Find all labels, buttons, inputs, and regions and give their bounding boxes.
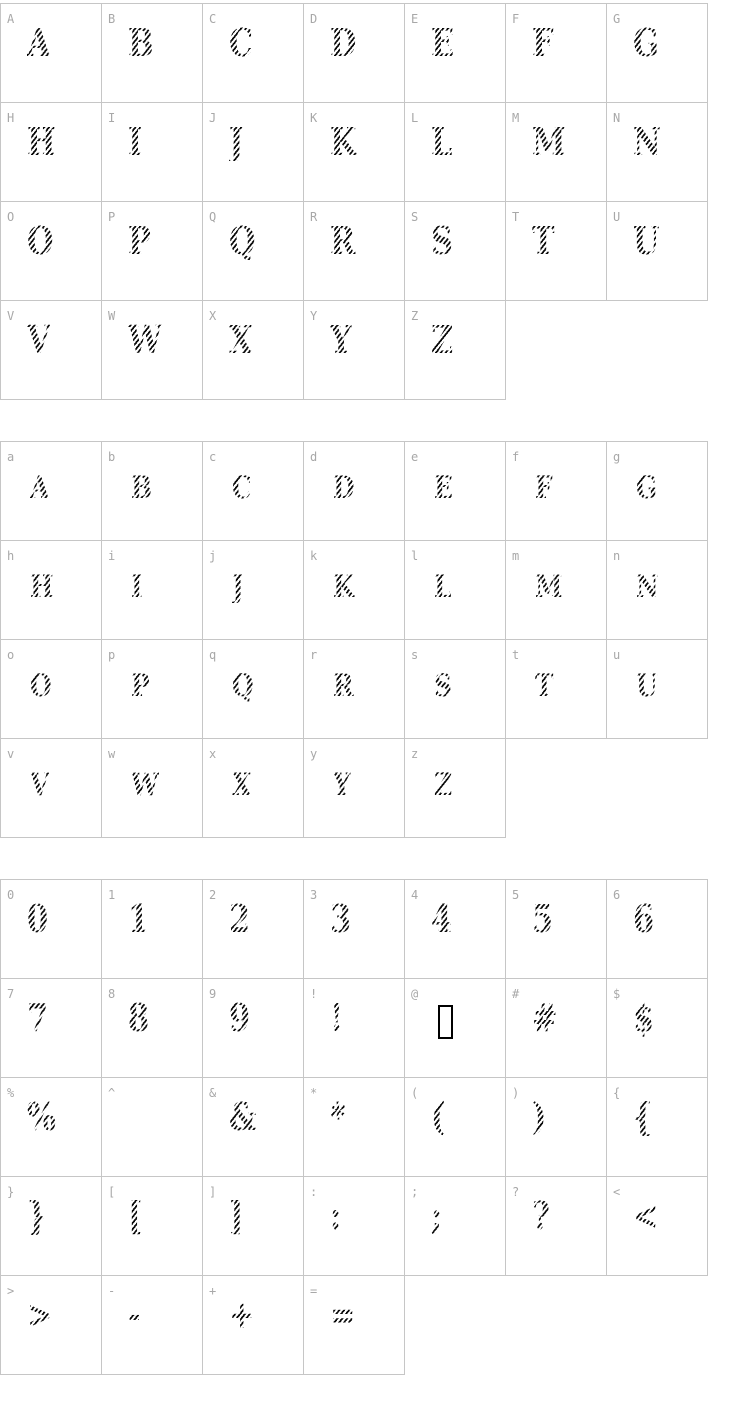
striped-glyph: I [131, 569, 143, 605]
char-cell [203, 541, 304, 640]
char-cell [405, 202, 506, 301]
cell-label: ) [512, 1086, 520, 1100]
char-cell [1, 103, 102, 202]
char-cell [304, 979, 405, 1078]
striped-glyph: 4 [431, 896, 453, 941]
striped-glyph: B [128, 20, 154, 65]
char-cell [102, 1177, 203, 1276]
striped-glyph: > [27, 1292, 53, 1337]
cell-label: K [310, 111, 318, 125]
char-cell [304, 640, 405, 739]
striped-glyph: F [535, 470, 553, 506]
cell-label: 8 [108, 987, 116, 1001]
char-cell [304, 1177, 405, 1276]
cell-label: Q [209, 210, 217, 224]
char-cell [1, 880, 102, 979]
char-cell [304, 202, 405, 301]
striped-glyph: N [636, 569, 659, 605]
cell-label: A [7, 12, 15, 26]
cell-label: > [7, 1284, 15, 1298]
striped-glyph: H [30, 569, 54, 605]
striped-glyph: [ [128, 1193, 143, 1238]
cell-label: t [512, 648, 520, 662]
cell-label: M [512, 111, 520, 125]
striped-glyph: E [434, 470, 453, 506]
cell-label: B [108, 12, 116, 26]
striped-glyph: Z [431, 317, 454, 362]
cell-label: c [209, 450, 217, 464]
striped-glyph: E [431, 20, 455, 65]
striped-glyph: Y [333, 767, 351, 803]
striped-glyph: G [636, 470, 658, 506]
striped-glyph: D [333, 470, 355, 506]
cell-label: 9 [209, 987, 217, 1001]
cell-label: F [512, 12, 520, 26]
striped-glyph: Z [434, 767, 453, 803]
cell-label: Z [411, 309, 419, 323]
striped-glyph: T [535, 668, 554, 704]
striped-glyph: C [232, 470, 252, 506]
uppercase-letters-grid [0, 3, 708, 400]
char-cell [1, 1078, 102, 1177]
cell-label: [ [108, 1185, 116, 1199]
cell-label: Y [310, 309, 318, 323]
grid-row [1, 880, 708, 979]
striped-glyph: % [27, 1094, 56, 1139]
grid-row [1, 103, 708, 202]
char-cell [102, 541, 203, 640]
cell-label: 0 [7, 888, 15, 902]
cell-label: w [108, 747, 116, 761]
char-cell [405, 442, 506, 541]
striped-glyph: I [128, 119, 143, 164]
char-cell [506, 4, 607, 103]
cell-label: D [310, 12, 318, 26]
char-cell [1, 640, 102, 739]
cell-label: } [7, 1185, 15, 1199]
grid-row [1, 301, 708, 400]
cell-label: < [613, 1185, 621, 1199]
char-cell [1, 301, 102, 400]
char-cell [203, 739, 304, 838]
striped-glyph: Q [229, 218, 256, 263]
cell-label: H [7, 111, 15, 125]
char-cell [607, 979, 708, 1078]
char-cell [506, 640, 607, 739]
cell-label: x [209, 747, 217, 761]
striped-glyph: S [431, 218, 453, 263]
striped-glyph: P [128, 218, 151, 263]
char-cell [102, 1276, 203, 1375]
char-cell [405, 880, 506, 979]
cell-label: i [108, 549, 116, 563]
striped-glyph: 3 [330, 896, 352, 941]
char-cell [506, 103, 607, 202]
char-cell [304, 1078, 405, 1177]
char-cell [1, 442, 102, 541]
char-cell [102, 4, 203, 103]
cell-label: v [7, 747, 15, 761]
cell-label: # [512, 987, 520, 1001]
cell-label: + [209, 1284, 217, 1298]
char-cell [405, 979, 506, 1078]
cell-label: T [512, 210, 520, 224]
cell-label: e [411, 450, 419, 464]
cell-label: = [310, 1284, 318, 1298]
striped-glyph: G [633, 20, 659, 65]
cell-label: E [411, 12, 419, 26]
striped-glyph: Q [232, 668, 254, 704]
char-cell [102, 1078, 203, 1177]
cell-label: R [310, 210, 318, 224]
cell-label: j [209, 549, 217, 563]
char-cell [405, 103, 506, 202]
char-cell [203, 442, 304, 541]
cell-label: l [411, 549, 419, 563]
striped-glyph: Y [330, 317, 352, 362]
char-cell [506, 541, 607, 640]
grid-row [1, 1078, 708, 1177]
cell-label: 7 [7, 987, 15, 1001]
striped-glyph: B [131, 470, 152, 506]
striped-glyph: 1 [128, 896, 150, 941]
char-cell [405, 4, 506, 103]
char-cell [506, 979, 607, 1078]
lowercase-letters-grid [0, 441, 708, 838]
striped-glyph: U [636, 668, 658, 704]
cell-label: P [108, 210, 116, 224]
cell-label: p [108, 648, 116, 662]
striped-glyph: M [532, 119, 566, 164]
char-cell [304, 4, 405, 103]
char-cell [102, 979, 203, 1078]
char-cell [607, 1078, 708, 1177]
char-cell [304, 541, 405, 640]
cell-label: G [613, 12, 621, 26]
char-cell [102, 880, 203, 979]
striped-glyph: L [434, 569, 452, 605]
char-cell [203, 640, 304, 739]
char-cell [1, 1276, 102, 1375]
striped-glyph: W [128, 317, 163, 362]
char-cell [102, 103, 203, 202]
char-cell [304, 103, 405, 202]
cell-label: L [411, 111, 419, 125]
cell-label: ] [209, 1185, 217, 1199]
char-cell [203, 103, 304, 202]
grid-row [1, 739, 708, 838]
char-cell [405, 1078, 506, 1177]
char-cell [203, 301, 304, 400]
cell-label: r [310, 648, 318, 662]
char-cell [405, 1177, 506, 1276]
cell-label: z [411, 747, 419, 761]
striped-glyph: + [229, 1292, 255, 1337]
striped-glyph: D [330, 20, 357, 65]
char-cell [1, 979, 102, 1078]
char-cell [1, 1177, 102, 1276]
char-cell [1, 4, 102, 103]
cell-label: $ [613, 987, 621, 1001]
striped-glyph: # [532, 995, 558, 1040]
cell-label: k [310, 549, 318, 563]
grid-row [1, 202, 708, 301]
char-cell [1, 541, 102, 640]
grid-row [1, 1177, 708, 1276]
char-cell [203, 4, 304, 103]
cell-label: : [310, 1185, 318, 1199]
char-cell [506, 880, 607, 979]
striped-glyph: X [232, 767, 252, 803]
striped-glyph: : [330, 1193, 342, 1238]
char-cell [607, 541, 708, 640]
striped-glyph: T [532, 218, 555, 263]
char-cell [405, 301, 506, 400]
striped-glyph: - [128, 1292, 141, 1337]
cell-label: N [613, 111, 621, 125]
striped-glyph: 6 [633, 896, 655, 941]
striped-glyph: A [27, 20, 51, 65]
char-cell [1, 202, 102, 301]
cell-label: 5 [512, 888, 520, 902]
char-cell [203, 1177, 304, 1276]
grid-row [1, 4, 708, 103]
char-cell [102, 301, 203, 400]
cell-label: & [209, 1086, 217, 1100]
cell-label: y [310, 747, 318, 761]
char-cell [102, 640, 203, 739]
striped-glyph: F [532, 20, 554, 65]
char-cell [607, 202, 708, 301]
char-cell [102, 442, 203, 541]
striped-glyph: ! [330, 995, 344, 1040]
char-cell [607, 640, 708, 739]
cell-label: 2 [209, 888, 217, 902]
striped-glyph: N [633, 119, 661, 164]
cell-label: * [310, 1086, 318, 1100]
char-cell [607, 103, 708, 202]
notdef-box-glyph [438, 1005, 453, 1039]
cell-label: U [613, 210, 621, 224]
striped-glyph: < [633, 1193, 659, 1238]
striped-glyph: 0 [27, 896, 49, 941]
striped-glyph: 7 [27, 995, 49, 1040]
char-cell [405, 640, 506, 739]
cell-label: s [411, 648, 419, 662]
cell-label: X [209, 309, 217, 323]
char-cell [304, 442, 405, 541]
striped-glyph: 2 [229, 896, 251, 941]
char-cell [607, 880, 708, 979]
striped-glyph: A [30, 470, 50, 506]
char-cell [304, 1276, 405, 1375]
cell-label: I [108, 111, 116, 125]
striped-glyph: M [535, 569, 563, 605]
digits-and-symbols-grid [0, 879, 708, 1375]
char-cell [506, 442, 607, 541]
char-cell [203, 1276, 304, 1375]
grid-row [1, 979, 708, 1078]
cell-label: J [209, 111, 217, 125]
char-cell [304, 880, 405, 979]
striped-glyph: L [431, 119, 453, 164]
striped-glyph: P [131, 668, 150, 704]
cell-label: ( [411, 1086, 419, 1100]
striped-glyph: K [330, 119, 357, 164]
char-cell [607, 1177, 708, 1276]
char-cell [405, 739, 506, 838]
cell-label: W [108, 309, 116, 323]
cell-label: d [310, 450, 318, 464]
striped-glyph: S [434, 668, 452, 704]
striped-glyph: K [333, 569, 355, 605]
cell-label: q [209, 648, 217, 662]
striped-glyph: O [30, 668, 52, 704]
striped-glyph: ? [532, 1193, 550, 1238]
cell-label: 6 [613, 888, 621, 902]
cell-label: S [411, 210, 419, 224]
striped-glyph: R [333, 668, 354, 704]
cell-label: { [613, 1086, 621, 1100]
grid-row [1, 541, 708, 640]
cell-label: u [613, 648, 621, 662]
striped-glyph: } [27, 1193, 47, 1238]
striped-glyph: ] [229, 1193, 244, 1238]
striped-glyph: ( [431, 1094, 446, 1139]
char-cell [304, 739, 405, 838]
striped-glyph: = [330, 1292, 356, 1337]
striped-glyph: * [330, 1094, 346, 1139]
char-cell [607, 442, 708, 541]
cell-label: ? [512, 1185, 520, 1199]
char-cell [203, 1078, 304, 1177]
char-cell [304, 301, 405, 400]
char-cell [203, 880, 304, 979]
striped-glyph: V [30, 767, 50, 803]
cell-label: - [108, 1284, 116, 1298]
char-cell [203, 202, 304, 301]
cell-label: f [512, 450, 520, 464]
striped-glyph: V [27, 317, 51, 362]
cell-label: ; [411, 1185, 419, 1199]
striped-glyph: 5 [532, 896, 554, 941]
cell-label: 3 [310, 888, 318, 902]
cell-label: V [7, 309, 15, 323]
striped-glyph: O [27, 218, 54, 263]
char-cell [102, 739, 203, 838]
char-cell [1, 739, 102, 838]
cell-label: o [7, 648, 15, 662]
striped-glyph: 9 [229, 995, 251, 1040]
striped-glyph: H [27, 119, 56, 164]
cell-label: ! [310, 987, 318, 1001]
striped-glyph: C [229, 20, 254, 65]
cell-label: @ [411, 987, 419, 1001]
cell-label: % [7, 1086, 15, 1100]
char-cell [506, 202, 607, 301]
cell-label: g [613, 450, 621, 464]
cell-label: m [512, 549, 520, 563]
grid-row [1, 640, 708, 739]
striped-glyph: ; [431, 1193, 443, 1238]
striped-glyph: J [229, 119, 244, 164]
striped-glyph: ) [532, 1094, 547, 1139]
striped-glyph: X [229, 317, 253, 362]
char-cell [506, 1078, 607, 1177]
grid-row [1, 442, 708, 541]
cell-label: n [613, 549, 621, 563]
char-cell [506, 1177, 607, 1276]
cell-label: 1 [108, 888, 116, 902]
grid-row [1, 1276, 708, 1375]
char-cell [203, 979, 304, 1078]
striped-glyph: W [131, 767, 159, 803]
striped-glyph: & [229, 1094, 257, 1139]
cell-label: 4 [411, 888, 419, 902]
striped-glyph: { [633, 1094, 653, 1139]
striped-glyph: J [232, 569, 244, 605]
striped-glyph: $ [633, 995, 655, 1040]
char-cell [607, 4, 708, 103]
cell-label: a [7, 450, 15, 464]
cell-label: b [108, 450, 116, 464]
striped-glyph: 8 [128, 995, 150, 1040]
cell-label: ^ [108, 1086, 116, 1100]
striped-glyph: R [330, 218, 356, 263]
char-cell [102, 202, 203, 301]
char-cell [405, 541, 506, 640]
cell-label: O [7, 210, 15, 224]
cell-label: h [7, 549, 15, 563]
cell-label: C [209, 12, 217, 26]
striped-glyph: U [633, 218, 660, 263]
